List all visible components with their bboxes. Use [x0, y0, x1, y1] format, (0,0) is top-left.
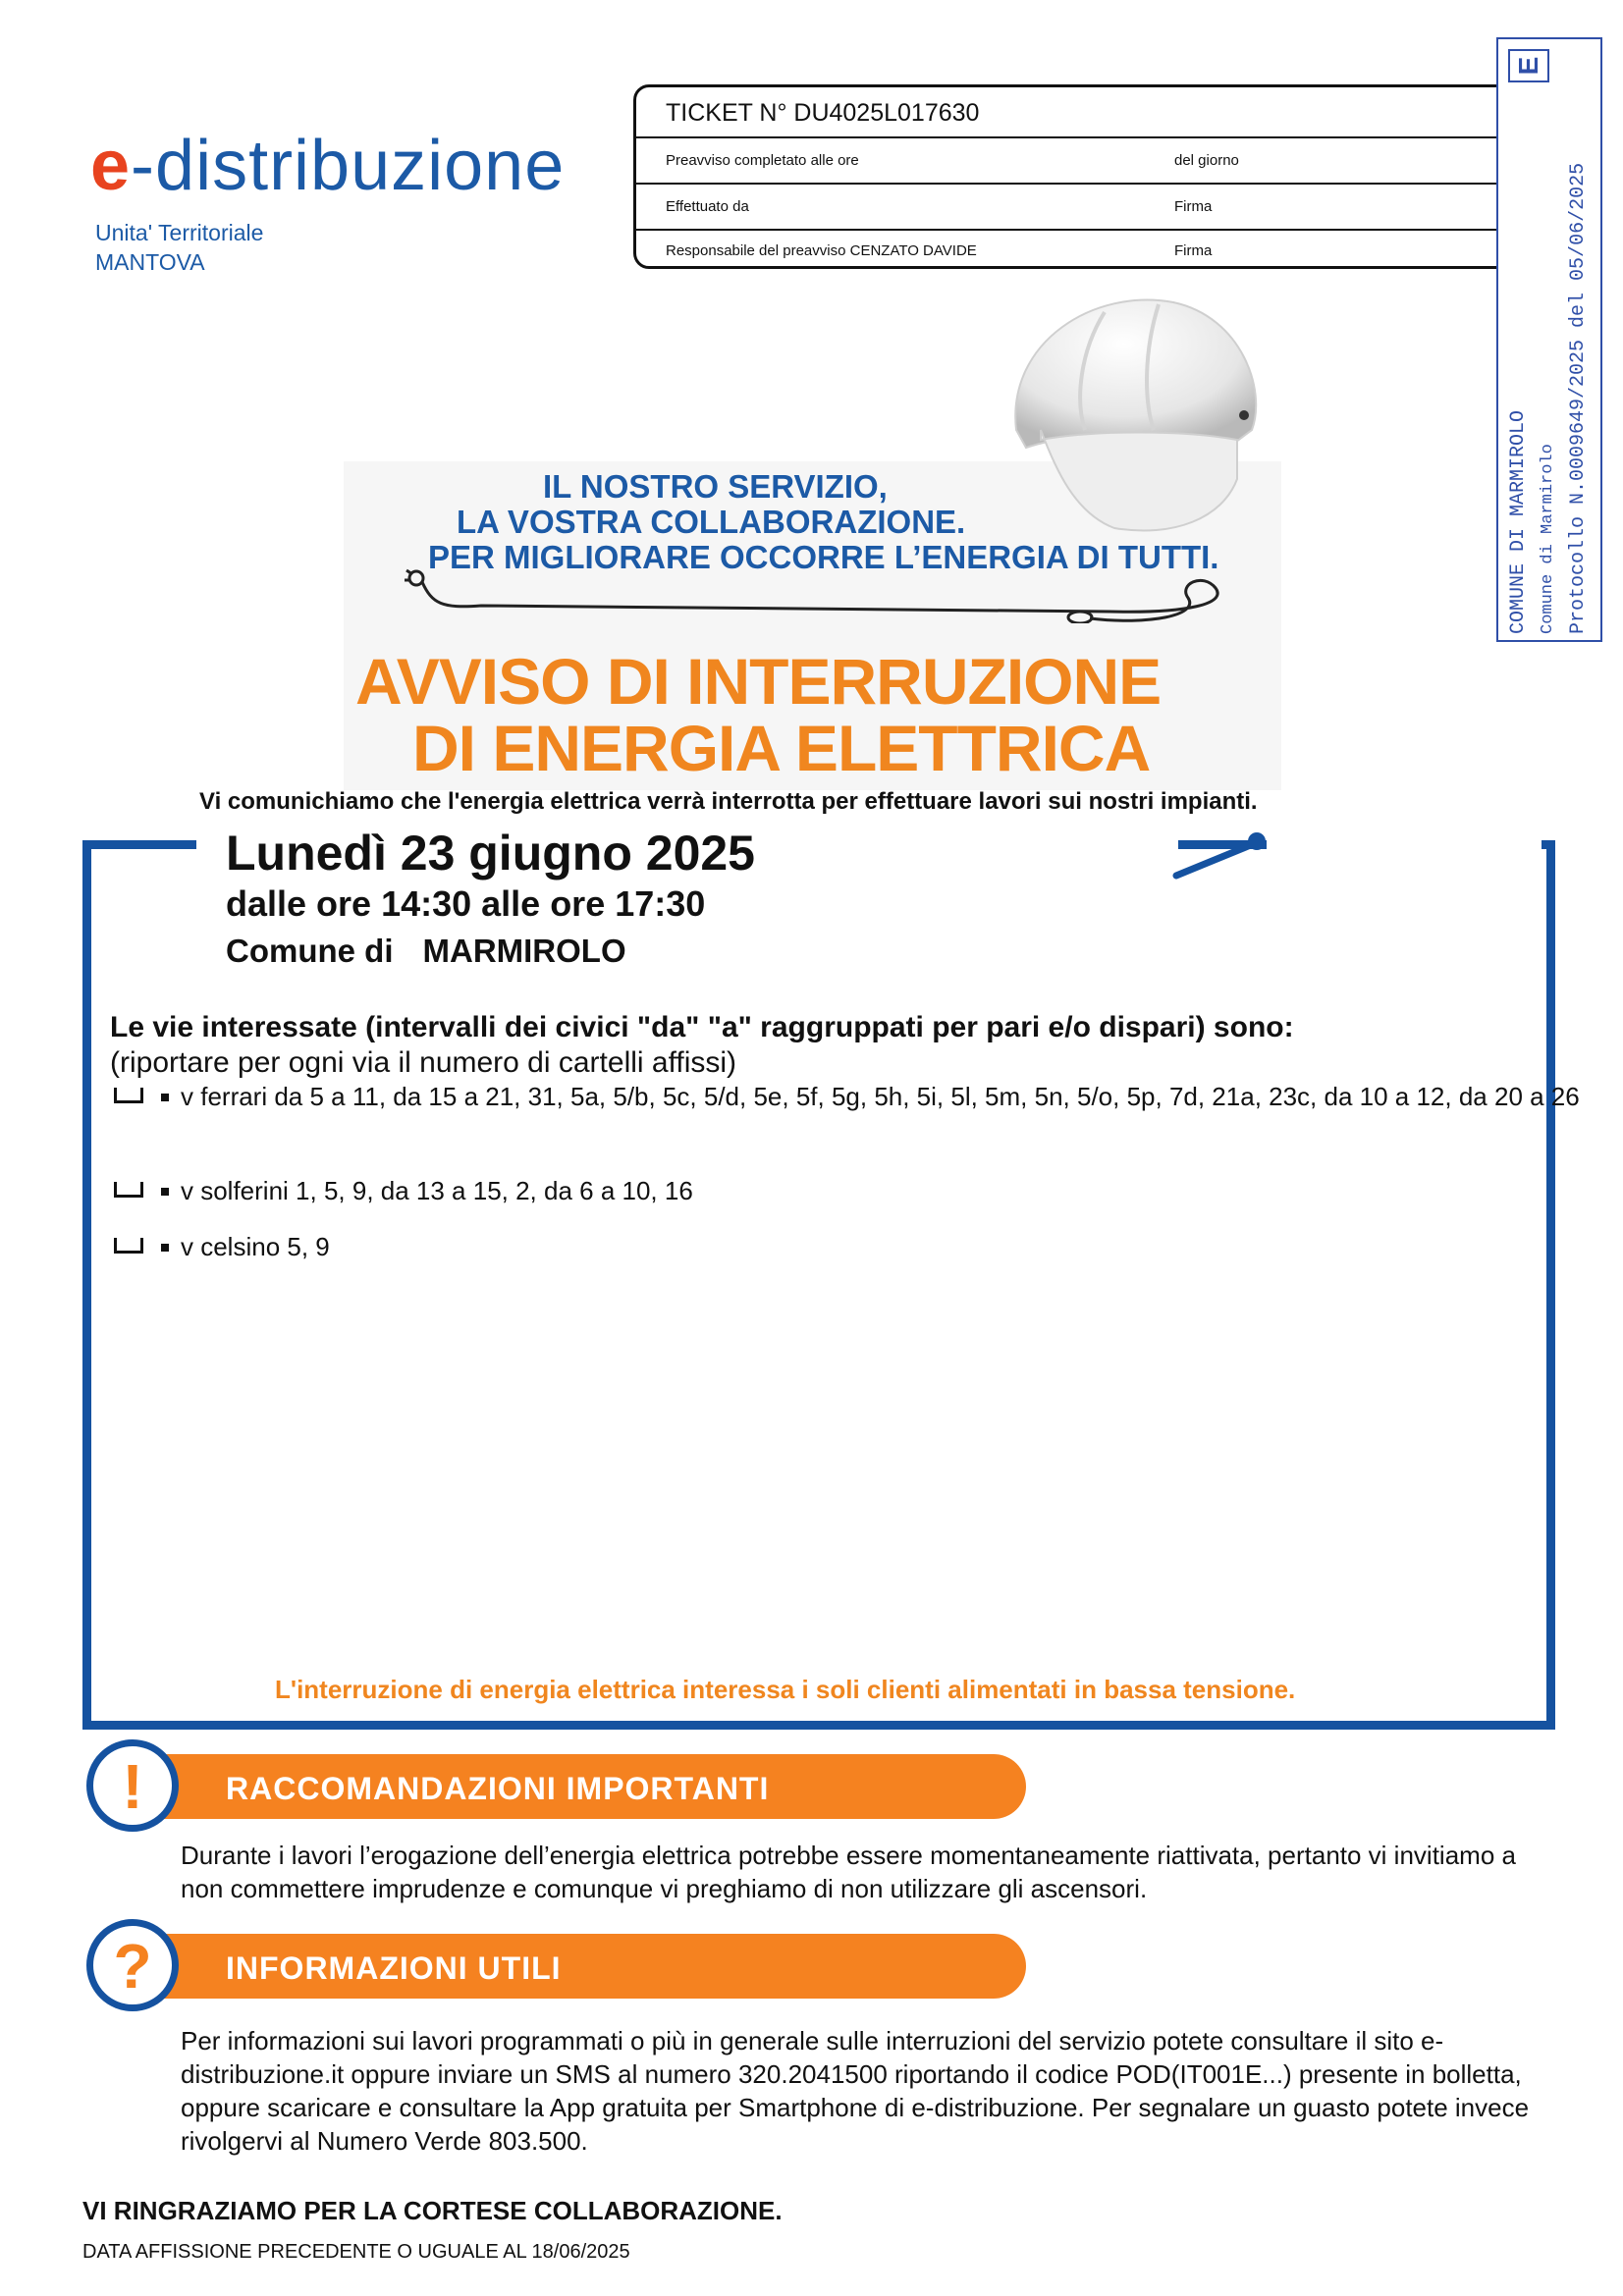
street-text: v solferini 1, 5, 9, da 13 a 15, 2, da 6 a 10, 16 [181, 1176, 693, 1205]
e-distribuzione-logo [90, 126, 565, 206]
intro-text: Vi comunichiamo che l'energia elettrica verrà interrotta per effettuare lavori sui nostri impianti. [199, 788, 1258, 815]
info-title: INFORMAZIONI UTILI [226, 1950, 562, 1986]
bullet-icon [161, 1244, 169, 1252]
stamp-letter: E [1508, 49, 1549, 82]
effettuato-da-label: Effettuato da [666, 198, 749, 215]
slogan-line-2: LA VOSTRA COLLABORAZIONE. [457, 504, 966, 540]
stamp-line-2: Comune di Marmirolo [1539, 444, 1557, 634]
bullet-icon [161, 1094, 169, 1101]
unit-line-2: MANTOVA [95, 249, 205, 275]
checkbox-bracket-icon [114, 1088, 143, 1103]
ticket-row-3 [636, 229, 1547, 259]
streets-subheading: (riportare per ogni via il numero di cartelli affissi) [110, 1046, 737, 1079]
comune-value: MARMIROLO [422, 933, 626, 969]
slogan-line-3: PER MIGLIORARE OCCORRE L’ENERGIA DI TUTTI. [428, 539, 1219, 575]
recommendations-title: RACCOMANDAZIONI IMPORTANTI [226, 1771, 770, 1806]
thanks-text: VI RINGRAZIAMO PER LA CORTESE COLLABORAZIONE. [82, 2196, 783, 2225]
safety-helmet-icon [987, 283, 1271, 548]
ticket-row-1 [636, 136, 1547, 169]
frame-gap-right [1267, 834, 1542, 854]
streets-heading: Le vie interessate (intervalli dei civici "da" "a" raggruppati per pari e/o dispari) sono: [110, 1011, 1294, 1043]
exclamation-icon: ! [86, 1739, 179, 1832]
low-voltage-note: L'interruzione di energia elettrica interessa i soli clienti alimentati in bassa tensione. [275, 1675, 1296, 1704]
logo-text: -distribuzione [131, 127, 566, 205]
comune-label: Comune di [226, 933, 394, 969]
firma-label-2: Firma [1174, 242, 1213, 259]
info-text: Per informazioni sui lavori programmati o più in generale sulle interruzioni del servizio potete consultare il sito e-distribuzione.it oppure inviare un SMS al numero 320.2041500 riportando il codice POD(IT001E...) presente in bolletta, oppure scaricare e consultare la App gratuita per Smartphone di e-distribuzione. Per segnalare un guasto potete invece rivolgervi al Numero Verde 803.500. [181, 2026, 1530, 2156]
comune-line [226, 933, 626, 970]
pen-stroke-icon [1168, 827, 1286, 885]
interruption-hours: dalle ore 14:30 alle ore 17:30 [226, 883, 706, 924]
slogan-line-1: IL NOSTRO SERVIZIO, [543, 468, 888, 505]
unit-line-1: Unita' Territoriale [95, 220, 264, 245]
title-line-1: AVVISO DI INTERRUZIONE [355, 645, 1162, 718]
bullet-icon [161, 1188, 169, 1196]
ticket-number: TICKET N° DU4025L017630 [666, 99, 980, 127]
checkbox-bracket-icon [114, 1238, 143, 1254]
stamp-line-3: Protocollo N.0009649/2025 del 05/06/2025 [1567, 162, 1590, 634]
street-text: v celsino 5, 9 [181, 1232, 330, 1261]
responsabile-label: Responsabile del preavviso CENZATO DAVIDE [666, 242, 977, 259]
notice-frame [82, 840, 1555, 1730]
checkbox-bracket-icon [114, 1182, 143, 1198]
interruption-date: Lunedì 23 giugno 2025 [226, 826, 755, 881]
del-giorno-label: del giorno [1174, 152, 1239, 169]
street-text: v ferrari da 5 a 11, da 15 a 21, 31, 5a, 5/b, 5c, 5/d, 5e, 5f, 5g, 5h, 5i, 5l, 5m, 5n, 5/o, 5p, 7d, 21a, 23c, da 10 a 12, da 20 a 26 [181, 1082, 1580, 1111]
cable-plug-icon [403, 564, 1237, 623]
affissione-date: DATA AFFISSIONE PRECEDENTE O UGUALE AL 18/06/2025 [82, 2241, 630, 2263]
logo-prefix: e [90, 127, 132, 205]
protocol-stamp [1496, 37, 1602, 642]
question-mark-icon: ? [86, 1919, 179, 2011]
preavviso-completato-label: Preavviso completato alle ore [666, 152, 859, 169]
ticket-box [633, 84, 1550, 269]
title-line-2: DI ENERGIA ELETTRICA [412, 712, 1151, 784]
stamp-line-1: COMUNE DI MARMIROLO [1507, 409, 1530, 634]
recommendations-text: Durante i lavori l’erogazione dell’energia elettrica potrebbe essere momentaneamente riattivata, pertanto vi invitiamo a non commettere imprudenze e comunque vi preghiamo di non utilizzare gli ascensori. [181, 1841, 1516, 1903]
territorial-unit [95, 218, 263, 277]
firma-label-1: Firma [1174, 198, 1213, 215]
ticket-row-2 [636, 183, 1547, 215]
